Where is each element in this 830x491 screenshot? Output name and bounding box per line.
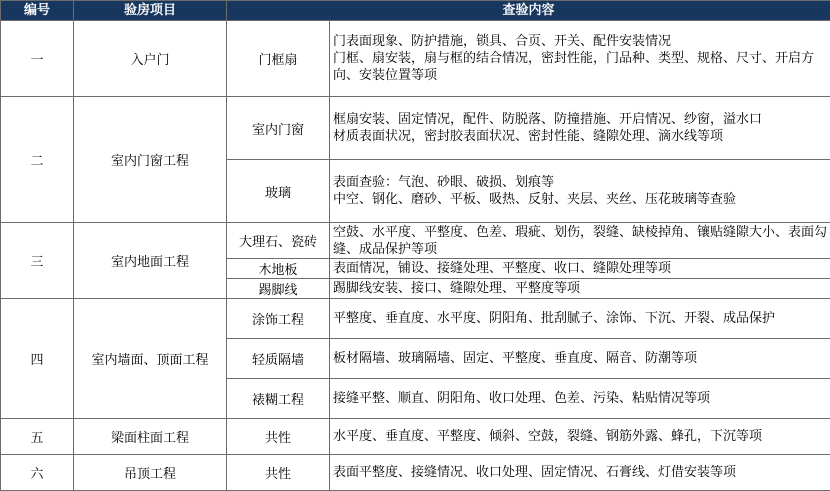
row-sub: 踢脚线 xyxy=(227,279,330,299)
row-content: 门表面现象、防护措施，锁具、合页、开关、配件安装情况 门框、扇安装，扇与框的结合情况，密封性能，门品种、类型、规格、尺寸、开启方向、安装位置等项 xyxy=(330,21,830,97)
row-sub: 木地板 xyxy=(227,259,330,279)
table-row xyxy=(1,455,830,491)
row-sub: 门框扇 xyxy=(227,21,330,97)
row-sub: 涂饰工程 xyxy=(227,299,330,339)
row-sub: 大理石、瓷砖 xyxy=(227,223,330,259)
header-num: 编号 xyxy=(1,1,74,21)
table-row xyxy=(1,419,830,455)
row-content: 板材隔墙、玻璃隔墙、固定、平整度、垂直度、隔音、防潮等项 xyxy=(330,339,830,379)
row-content: 空鼓、水平度、平整度、色差、瑕疵、划伤，裂缝、缺棱掉角、镶贴缝隙大小、表面勾缝、成品保护等项 xyxy=(330,223,830,259)
row-item: 室内门窗工程 xyxy=(74,97,227,223)
row-content: 表面情况，铺设、接缝处理、平整度、收口、缝隙处理等项 xyxy=(330,259,830,279)
row-num: 一 xyxy=(1,21,74,97)
row-content: 接缝平整、顺直、阴阳角、收口处理、色差、污染、粘贴情况等项 xyxy=(330,379,830,419)
row-content: 表面查验：气泡、砂眼、破损、划痕等 中空、钢化、磨砂、平板、吸热、反射、夹层、夹丝、压花玻璃等查验 xyxy=(330,160,830,223)
row-sub: 共性 xyxy=(227,455,330,491)
table-row xyxy=(1,97,830,160)
row-sub: 轻质隔墙 xyxy=(227,339,330,379)
row-num: 四 xyxy=(1,299,74,419)
row-item: 室内墙面、顶面工程 xyxy=(74,299,227,419)
header-item: 验房项目 xyxy=(74,1,227,21)
header-row xyxy=(1,1,830,21)
row-num: 五 xyxy=(1,419,74,455)
row-sub: 玻璃 xyxy=(227,160,330,223)
header-content: 查验内容 xyxy=(227,1,830,21)
row-content: 表面平整度、接缝情况、收口处理、固定情况、石膏线、灯借安装等项 xyxy=(330,455,830,491)
row-content: 水平度、垂直度、平整度、倾斜、空鼓，裂缝、钢筋外露、蜂孔，下沉等项 xyxy=(330,419,830,455)
row-content: 框扇安装、固定情况，配件、防脱落、防撞措施、开启情况、纱窗，溢水口 材质表面状况，密封胶表面状况、密封性能、缝隙处理、滴水线等项 xyxy=(330,97,830,160)
row-content: 踢脚线安装、接口、缝隙处理、平整度等项 xyxy=(330,279,830,299)
row-sub: 共性 xyxy=(227,419,330,455)
row-item: 室内地面工程 xyxy=(74,223,227,299)
row-num: 二 xyxy=(1,97,74,223)
row-sub: 裱糊工程 xyxy=(227,379,330,419)
row-item: 梁面柱面工程 xyxy=(74,419,227,455)
table-row xyxy=(1,21,830,97)
row-num: 六 xyxy=(1,455,74,491)
row-item: 入户门 xyxy=(74,21,227,97)
row-content: 平整度、垂直度、水平度、阴阳角、批刮腻子、涂饰、下沉、开裂、成品保护 xyxy=(330,299,830,339)
row-sub: 室内门窗 xyxy=(227,97,330,160)
row-item: 吊顶工程 xyxy=(74,455,227,491)
row-num: 三 xyxy=(1,223,74,299)
table-row xyxy=(1,223,830,259)
table-row xyxy=(1,299,830,339)
